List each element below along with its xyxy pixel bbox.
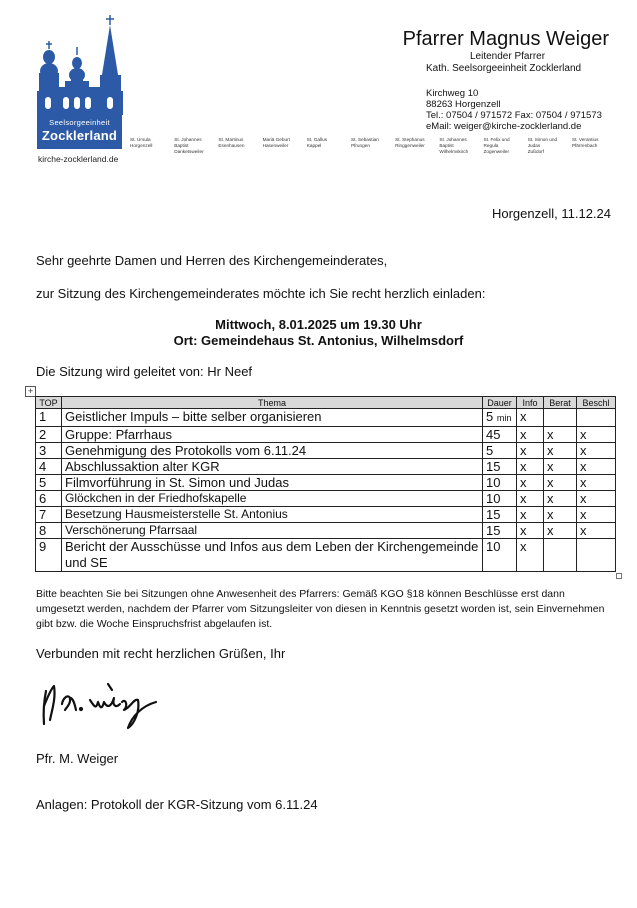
cell-thema: Bericht der Ausschüsse und Infos aus dem Leben der Kirchengemeinde und SE xyxy=(62,539,483,572)
parish-item: St. Ursula Horgenzell xyxy=(130,137,153,148)
table-row xyxy=(36,507,616,523)
agenda-table xyxy=(35,396,616,572)
parish-item: Mariä Geburt Hasenweiler xyxy=(262,137,290,148)
table-move-handle-icon[interactable]: + xyxy=(25,386,36,397)
parish-item: St. Gallus Kappel xyxy=(306,137,328,148)
parish-list xyxy=(130,137,610,155)
cell-dauer: 15 xyxy=(483,523,517,539)
cell-top: 4 xyxy=(36,459,62,475)
parish-item: St. Sebastian Pfrungen xyxy=(350,137,379,148)
website-url[interactable]: kirche-zocklerland.de xyxy=(38,154,119,164)
cell-berat: x xyxy=(544,475,577,491)
cell-beschl: x xyxy=(577,491,616,507)
header-dauer: Dauer xyxy=(483,397,517,409)
parish-item: St. Johannes Baptist Danketsweiler xyxy=(174,137,204,154)
table-row xyxy=(36,539,616,572)
header-beschl: Beschl xyxy=(577,397,616,409)
header-top: TOP xyxy=(36,397,62,409)
cell-info: x xyxy=(517,459,544,475)
cell-thema: Besetzung Hausmeisterstelle St. Antonius xyxy=(62,507,483,523)
cell-top: 7 xyxy=(36,507,62,523)
email[interactable]: eMail: weiger@kirche-zocklerland.de xyxy=(426,121,582,132)
table-row xyxy=(36,491,616,507)
logo-subtitle: Seelsorgeeinheit xyxy=(49,118,110,127)
cell-thema: Abschlussaktion alter KGR xyxy=(62,459,483,475)
phone: Tel.: 07504 / 971572 Fax: 07504 / 971573 xyxy=(426,110,602,121)
cell-beschl: x xyxy=(577,427,616,443)
cell-info: x xyxy=(517,475,544,491)
header-berat: Berat xyxy=(544,397,577,409)
cell-beschl: x xyxy=(577,459,616,475)
table-resize-handle[interactable] xyxy=(616,573,622,579)
parish-item: St. Simon und Judas Zußdorf xyxy=(527,137,558,154)
cell-info: x xyxy=(517,409,544,427)
cell-berat: x xyxy=(544,427,577,443)
signature-name: Pfr. M. Weiger xyxy=(36,751,119,766)
cell-dauer: 10 xyxy=(483,539,517,572)
cell-dauer: 45 xyxy=(483,427,517,443)
cell-thema: Verschönerung Pfarrsaal xyxy=(62,523,483,539)
cell-dauer: 5 xyxy=(483,443,517,459)
cell-berat xyxy=(544,409,577,427)
cell-beschl: x xyxy=(577,507,616,523)
chair-info: Die Sitzung wird geleitet von: Hr Neef xyxy=(36,364,253,379)
cell-beschl: x xyxy=(577,475,616,491)
salutation: Sehr geehrte Damen und Herren des Kirchengemeinderates, xyxy=(36,253,388,268)
cell-top: 3 xyxy=(36,443,62,459)
cell-top: 2 xyxy=(36,427,62,443)
cell-info: x xyxy=(517,507,544,523)
sender-address xyxy=(426,88,602,132)
closing-text: Verbunden mit recht herzlichen Grüßen, Ihr xyxy=(36,646,286,661)
logo-title: Zocklerland xyxy=(41,128,118,143)
letter-date: Horgenzell, 11.12.24 xyxy=(491,206,611,221)
table-header-row xyxy=(36,397,616,409)
cell-info: x xyxy=(517,443,544,459)
cell-thema: Gruppe: Pfarrhaus xyxy=(62,427,483,443)
cell-berat: x xyxy=(544,459,577,475)
sender-role: Leitender Pfarrer xyxy=(470,51,546,62)
parish-item: St. Felix und Regula Zogenweiler xyxy=(483,137,510,154)
cell-dauer: 10 xyxy=(483,475,517,491)
cell-thema: Filmvorführung in St. Simon und Judas xyxy=(62,475,483,491)
table-row xyxy=(36,475,616,491)
parish-item: St. Johannes Baptist Wilhelmskirch xyxy=(439,137,469,154)
sender-unit: Kath. Seelsorgeeinheit Zocklerland xyxy=(426,63,582,74)
parish-item: St. Stephanus Ringgenweiler xyxy=(395,137,425,148)
cell-dauer: 15 xyxy=(483,507,517,523)
table-row xyxy=(36,427,616,443)
handwritten-signature xyxy=(38,676,168,731)
kgo-note: Bitte beachten Sie bei Sitzungen ohne Anwesenheit des Pfarrers: Gemäß KGO §18 können Beschlüsse erst dann umgesetzt werden, nachdem der Pfarrer vom Sitzungsleiter von diesen in Kenntnis gesetzt worden ist, sein Einvernehmen gibt bzw. die Woche Einspruchsfrist abgelaufen ist. xyxy=(36,588,605,630)
table-row xyxy=(36,443,616,459)
cell-beschl: x xyxy=(577,443,616,459)
cell-berat: x xyxy=(544,443,577,459)
table-row xyxy=(36,409,616,427)
cell-berat: x xyxy=(544,523,577,539)
cell-thema: Genehmigung des Protokolls vom 6.11.24 xyxy=(62,443,483,459)
cell-dauer: 10 xyxy=(483,491,517,507)
header-thema: Thema xyxy=(62,397,483,409)
parish-item: St. Martinus Esenhausen xyxy=(218,137,245,148)
cell-beschl xyxy=(577,539,616,572)
cell-thema: Geistlicher Impuls – bitte selber organisieren xyxy=(62,409,483,427)
cell-info: x xyxy=(517,491,544,507)
parish-item: St. Verantius Pfärrenbach xyxy=(571,137,599,148)
cell-top: 9 xyxy=(36,539,62,572)
cell-top: 6 xyxy=(36,491,62,507)
intro-text: zur Sitzung des Kirchengemeinderates möchte ich Sie recht herzlich einladen: xyxy=(36,286,486,301)
cell-dauer: 5 min xyxy=(483,409,517,427)
sender-name: Pfarrer Magnus Weiger xyxy=(402,28,609,50)
table-row xyxy=(36,459,616,475)
cell-berat: x xyxy=(544,491,577,507)
cell-beschl xyxy=(577,409,616,427)
cell-info: x xyxy=(517,523,544,539)
cell-berat xyxy=(544,539,577,572)
cell-top: 1 xyxy=(36,409,62,427)
cell-berat: x xyxy=(544,507,577,523)
cell-top: 8 xyxy=(36,523,62,539)
meeting-date: Mittwoch, 8.01.2025 um 19.30 Uhr xyxy=(215,317,422,332)
header-info: Info xyxy=(517,397,544,409)
street: Kirchweg 10 xyxy=(426,88,479,99)
city: 88263 Horgenzell xyxy=(426,99,501,110)
table-row xyxy=(36,523,616,539)
cell-top: 5 xyxy=(36,475,62,491)
cell-beschl: x xyxy=(577,523,616,539)
cell-info: x xyxy=(517,539,544,572)
cell-thema: Glöckchen in der Friedhofskapelle xyxy=(62,491,483,507)
meeting-location: Ort: Gemeindehaus St. Antonius, Wilhelmsdorf xyxy=(173,333,464,348)
cell-info: x xyxy=(517,427,544,443)
church-logo-icon xyxy=(37,15,123,115)
cell-dauer: 15 xyxy=(483,459,517,475)
attachments: Anlagen: Protokoll der KGR-Sitzung vom 6.11.24 xyxy=(36,797,318,812)
